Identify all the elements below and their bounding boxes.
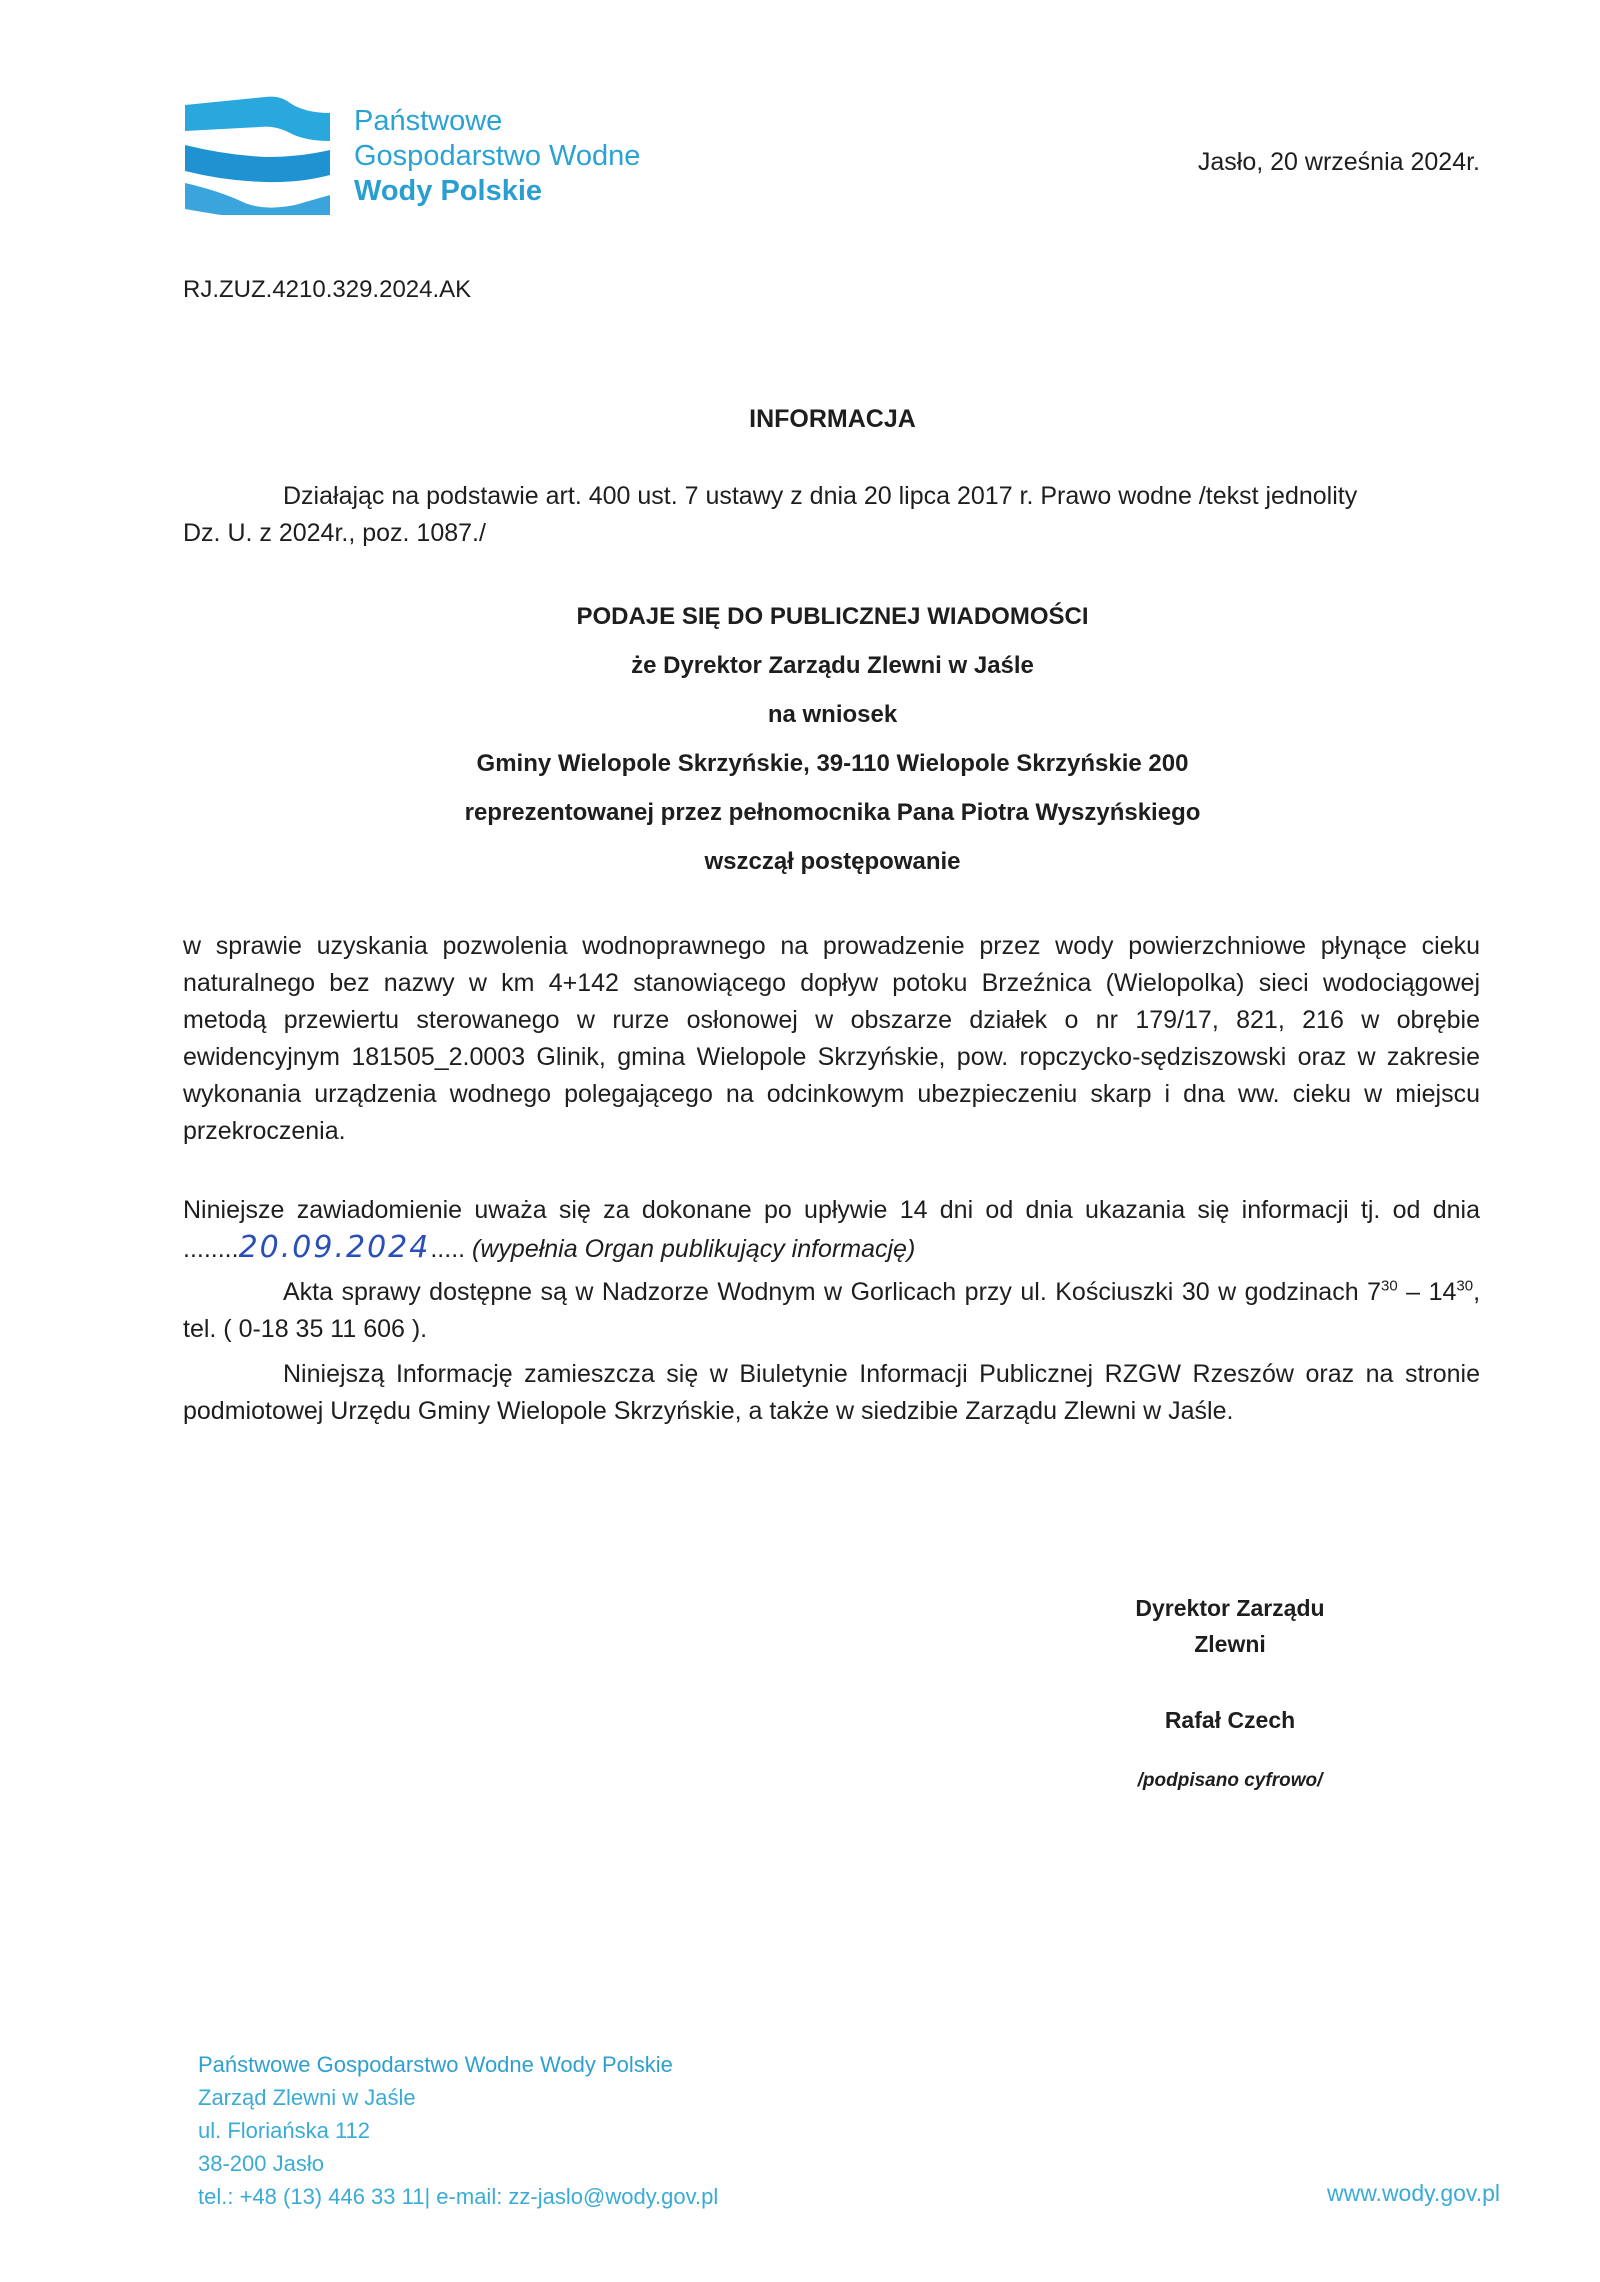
footer-org: Państwowe Gospodarstwo Wodne Wody Polskie <box>198 2052 673 2077</box>
footer-city: 38-200 Jasło <box>198 2151 324 2176</box>
announcement-line: wszczął postępowanie <box>704 848 961 875</box>
phone: , tel. ( 0-18 35 11 606 ). <box>183 1278 1481 1343</box>
fill-dots: ........ <box>183 1235 239 1263</box>
logo-line-1: Państwowe <box>354 105 503 137</box>
logo-line-3: Wody Polskie <box>354 175 543 207</box>
hour-end-min: 30 <box>1456 1277 1474 1295</box>
signature-title <box>1080 1590 1380 1662</box>
wody-polskie-wave-logo-icon <box>185 95 337 215</box>
intro-line-1: Działając na podstawie art. 400 ust. 7 ustawy z dnia 20 lipca 2017 r. Prawo wodne /tekst jednolity <box>283 482 1358 510</box>
announcement-line: reprezentowanej przez pełnomocnika Pana Piotra Wyszyńskiego <box>464 799 1201 826</box>
digital-signature-note: /podpisano cyfrowo/ <box>1137 1770 1323 1791</box>
notice-paragraph <box>183 1192 1480 1268</box>
hour-start: 7 <box>1367 1278 1381 1306</box>
footer-contact: tel.: +48 (13) 446 33 11| e-mail: zz-jaslo@wody.gov.pl <box>198 2184 719 2209</box>
announcement-line: że Dyrektor Zarządu Zlewni w Jaśle <box>631 652 1034 679</box>
footer-website-link[interactable]: www.wody.gov.pl <box>1327 2180 1500 2206</box>
files-text: Akta sprawy dostępne są w Nadzorze Wodnym w Gorlicach przy ul. Kościuszki 30 w godzinach <box>283 1278 1368 1306</box>
footer-address <box>198 2048 718 2213</box>
announcement-block <box>0 592 1600 886</box>
handwritten-date: 20.09.2024 <box>238 1230 431 1265</box>
footer-street: ul. Floriańska 112 <box>198 2118 371 2143</box>
signature-title-line-2: Zlewni <box>1194 1631 1266 1657</box>
reference-number: RJ.ZUZ.4210.329.2024.AK <box>183 276 472 303</box>
announcement-line: na wniosek <box>767 701 898 728</box>
intro-paragraph <box>183 478 1480 552</box>
notice-italic-note: (wypełnia Organ publikujący informację) <box>465 1235 916 1263</box>
files-paragraph <box>183 1274 1480 1348</box>
hour-start-min: 30 <box>1381 1277 1398 1295</box>
fill-dots: ..... <box>430 1235 466 1263</box>
wody-polskie-logo <box>185 95 337 215</box>
dash: – <box>1397 1278 1429 1306</box>
document-date: Jasło, 20 września 2024r. <box>1197 148 1480 176</box>
footer-unit: Zarząd Zlewni w Jaśle <box>198 2085 416 2110</box>
notice-text: Niniejsze zawiadomienie uważa się za dokonane po upływie 14 dni od dnia ukazania się informacji tj. od dnia <box>183 1196 1480 1224</box>
publication-paragraph: Niniejszą Informację zamieszcza się w Biuletynie Informacji Publicznej RZGW Rzeszów oraz na stronie podmiotowej Urzędu Gminy Wielopole Skrzyńskie, a także w siedzibie Zarządu Zlewni w Jaśle. <box>183 1360 1480 1425</box>
hour-end: 14 <box>1428 1278 1457 1306</box>
logo-line-2: Gospodarstwo Wodne <box>354 140 641 172</box>
document-title: INFORMACJA <box>749 405 916 433</box>
announcement-line: Gminy Wielopole Skrzyńskie, 39-110 Wielopole Skrzyńskie 200 <box>476 750 1189 777</box>
signature-title-line-1: Dyrektor Zarządu <box>1135 1595 1325 1621</box>
matter-paragraph: w sprawie uzyskania pozwolenia wodnoprawnego na prowadzenie przez wody powierzchniowe płynące cieku naturalnego bez nazwy w km 4+142 stanowiącego dopływ potoku Brzeźnica (Wielopolka) sieci wodociągowej metodą przewiertu sterowanego w rurze osłonowej w obszarze działek o nr 179/17, 821, 216 w obrębie ewidencyjnym 181505_2.0003 Glinik, gmina Wielopole Skrzyńskie, pow. ropczycko-sędziszowski oraz w zakresie wykonania urządzenia wodnego polegającego na odcinkowym ubezpieczeniu skarp i dna ww. cieku w miejscu przekroczenia. <box>183 932 1480 1145</box>
signatory-name: Rafał Czech <box>1164 1707 1296 1733</box>
logo-wordmark <box>354 104 640 209</box>
announcement-line: PODAJE SIĘ DO PUBLICZNEJ WIADOMOŚCI <box>576 603 1089 630</box>
intro-line-2: Dz. U. z 2024r., poz. 1087./ <box>183 519 486 547</box>
